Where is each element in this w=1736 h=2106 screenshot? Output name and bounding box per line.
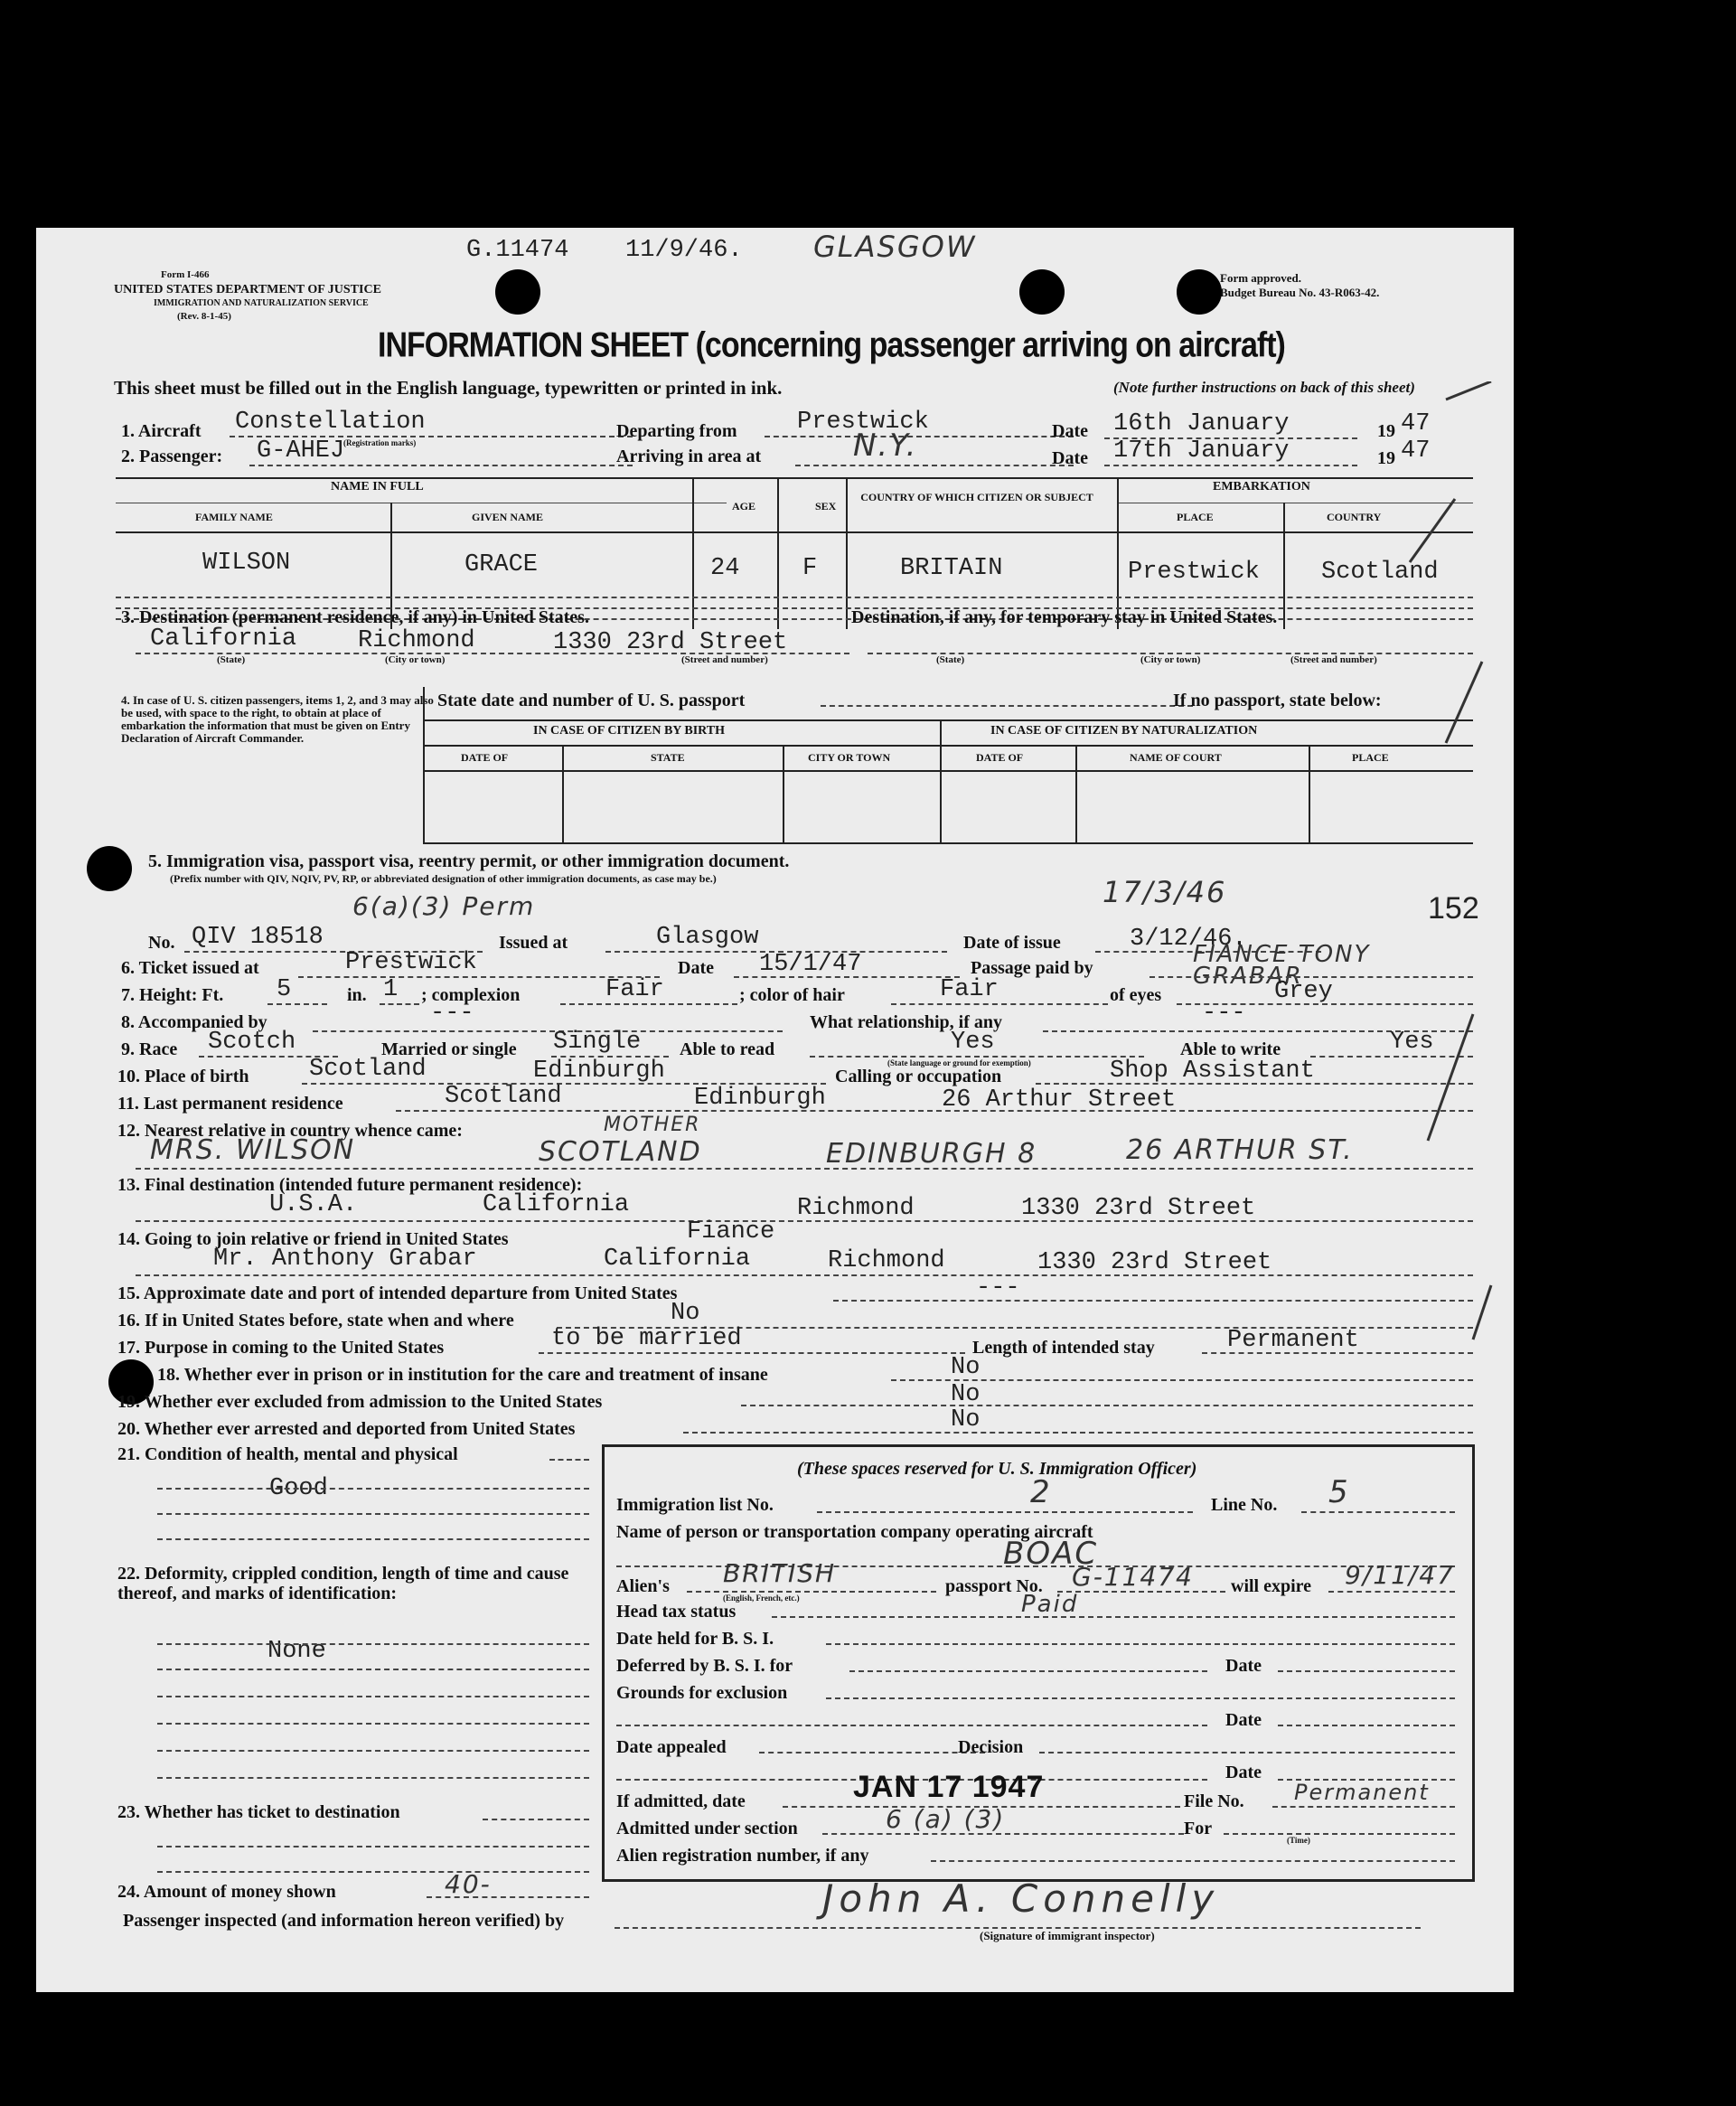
information-sheet — [36, 228, 1514, 1992]
last-residence-label: 11. Last permanent residence — [117, 1094, 343, 1114]
head-tax-value: Paid — [1021, 1591, 1079, 1618]
sub-city: (City or town) — [385, 654, 446, 665]
col-birth-state: STATE — [651, 751, 685, 764]
col-birth-city: CITY OR TOWN — [808, 751, 891, 764]
race-label: 9. Race — [121, 1039, 178, 1059]
birth-country-value: Scotland — [309, 1056, 427, 1083]
citizenship-value: BRITAIN — [900, 555, 1003, 582]
expire-value: 9/11/47 — [1345, 1560, 1455, 1590]
expire-label: will expire — [1231, 1576, 1312, 1596]
city-note: GLASGOW — [813, 230, 977, 264]
form-approved: Form approved. — [1220, 271, 1302, 285]
date-label: Date — [1225, 1763, 1262, 1782]
read-label: Able to read — [680, 1039, 775, 1059]
final-state-value: California — [483, 1191, 630, 1218]
col-family-name: FAMILY NAME — [195, 511, 273, 523]
name-in-full-header: NAME IN FULL — [331, 480, 424, 494]
embark-country-value: Scotland — [1321, 559, 1439, 586]
final-destination-label: 13. Final destination (intended future permanent residence): — [117, 1175, 583, 1195]
col-citizenship: COUNTRY OF WHICH CITIZEN OR SUBJECT — [860, 491, 1093, 503]
money-label: 24. Amount of money shown — [117, 1882, 336, 1902]
section-label: Admitted under section — [616, 1819, 798, 1838]
bsi-label: Date held for B. S. I. — [616, 1629, 774, 1649]
ticket-destination-label: 23. Whether has ticket to destination — [117, 1802, 400, 1822]
alien-sub: (English, French, etc.) — [723, 1594, 800, 1603]
height-in-label: in. — [347, 985, 367, 1005]
final-street-value: 1330 23rd Street — [1021, 1195, 1256, 1222]
relative-country-value: SCOTLAND — [539, 1136, 702, 1168]
passenger-label: 2. Passenger: — [121, 447, 223, 466]
write-label: Able to write — [1180, 1039, 1281, 1059]
passport-no-value: G-11474 — [1072, 1562, 1194, 1592]
issued-at-value: Glasgow — [656, 924, 759, 951]
citizen-note: 4. In case of U. S. citizen passengers, items 1, 2, and 3 may also be used, with space to the right, to obtain at place of embarkation the information that must be given on Entry Declaration of Aircraft Commander. — [121, 693, 434, 745]
form-no: Form I-466 — [161, 269, 210, 280]
year-prefix: 19 — [1377, 448, 1395, 468]
registration-note: (Registration marks) — [343, 438, 417, 447]
col-country: COUNTRY — [1327, 511, 1382, 523]
service: IMMIGRATION AND NATURALIZATION SERVICE — [154, 298, 369, 308]
visa-date-note: 17/3/46 — [1103, 875, 1227, 909]
join-city-value: Richmond — [828, 1247, 945, 1274]
col-sex: SEX — [815, 500, 837, 512]
embarkation-header: EMBARKATION — [1213, 480, 1310, 494]
relative-relation-value: MOTHER — [604, 1114, 701, 1136]
hair-value: Fair — [940, 976, 999, 1003]
punch-hole — [495, 269, 540, 315]
sub-state: (State) — [217, 654, 246, 665]
inspected-label: Passenger inspected (and information hereon verified) by — [123, 1911, 565, 1931]
col-birth-date: DATE OF — [461, 751, 509, 764]
read-sub: (State language or ground for exemption) — [887, 1058, 1031, 1067]
purpose-value: to be married — [551, 1325, 742, 1352]
occupation-label: Calling or occupation — [835, 1067, 1002, 1086]
ticket-date-label: Date — [678, 958, 714, 978]
join-street-value: 1330 23rd Street — [1037, 1249, 1272, 1276]
excluded-value: No — [951, 1381, 981, 1408]
col-nat-place: PLACE — [1352, 751, 1389, 764]
departing-value: Prestwick — [797, 409, 929, 436]
list-no-label: Immigration list No. — [616, 1495, 774, 1515]
sub-state: (State) — [936, 654, 965, 665]
destination-state: California — [150, 625, 297, 653]
admitted-date-label: If admitted, date — [616, 1791, 746, 1811]
join-relation-value: Fiance — [687, 1218, 775, 1246]
year-prefix: 19 — [1377, 421, 1395, 441]
admission-stamp: JAN 17 1947 — [853, 1770, 1045, 1804]
accompanied-value: --- — [430, 1000, 474, 1027]
married-label: Married or single — [381, 1039, 517, 1059]
revision: (Rev. 8-1-45) — [177, 311, 231, 322]
health-value: Good — [269, 1475, 328, 1502]
before-label: 16. If in United States before, state when and where — [117, 1311, 514, 1330]
date-of-issue-label: Date of issue — [963, 933, 1061, 953]
complexion-label: ; complexion — [421, 985, 521, 1005]
arriving-value: N.Y. — [853, 428, 918, 464]
excluded-label: 19. Whether ever excluded from admission to the United States — [117, 1392, 603, 1412]
ticket-at-value: Prestwick — [345, 949, 477, 976]
sub-city: (City or town) — [1140, 654, 1201, 665]
departure-label: 15. Approximate date and port of intended departure from United States — [117, 1283, 678, 1303]
hair-label: ; color of hair — [739, 985, 845, 1005]
page-title: INFORMATION SHEET (concerning passenger arriving on aircraft) — [378, 325, 1285, 365]
date-label: Date — [1052, 448, 1088, 468]
money-value: 40- — [445, 1869, 492, 1899]
age-value: 24 — [710, 555, 740, 582]
join-state-value: California — [604, 1246, 751, 1273]
sub-street: (Street and number) — [1290, 654, 1377, 665]
visa-note: (Prefix number with QIV, NQIV, PV, RP, or abbreviated designation of other immigration documents, as case may be.) — [170, 872, 717, 885]
complexion-value: Fair — [605, 976, 664, 1003]
sub-street: (Street and number) — [681, 654, 768, 665]
page-number: 152 — [1428, 891, 1479, 926]
passage-paid-value: FIANCE TONY GRABAR — [1193, 941, 1371, 990]
instructions: This sheet must be filled out in the English language, typewritten or printed in ink. — [114, 377, 783, 399]
deformity-value: None — [267, 1638, 326, 1665]
temp-destination-label: Destination, if any, for temporary stay in United States. — [851, 607, 1278, 627]
write-value: Yes — [1390, 1029, 1434, 1056]
race-value: Scotch — [208, 1029, 296, 1056]
budget-bureau: Budget Bureau No. 43-R063-42. — [1220, 286, 1380, 299]
appealed-label: Date appealed — [616, 1737, 727, 1757]
date-of-issue-value: 3/12/46. — [1130, 926, 1247, 953]
naturalization-header: IN CASE OF CITIZEN BY NATURALIZATION — [990, 724, 1258, 738]
family-name-value: WILSON — [202, 550, 291, 577]
arriving-label: Arriving in area at — [616, 447, 762, 466]
col-nat-court: NAME OF COURT — [1130, 751, 1222, 764]
given-name-value: GRACE — [464, 551, 539, 578]
departing-label: Departing from — [616, 421, 737, 441]
col-place: PLACE — [1177, 511, 1214, 523]
destination-label: 3. Destination (permanent residence, if any) in United States. — [121, 607, 589, 627]
instructions-note: (Note further instructions on back of this sheet) — [1113, 379, 1415, 396]
line-no-value: 5 — [1328, 1474, 1350, 1510]
purpose-label: 17. Purpose in coming to the United States — [117, 1338, 445, 1358]
ticket-label: 6. Ticket issued at — [121, 958, 259, 978]
relationship-value: --- — [1202, 1000, 1246, 1027]
height-ft-value: 5 — [277, 976, 292, 1003]
arrive-year: 47 — [1401, 437, 1431, 465]
file-date: 11/9/46. — [625, 237, 743, 264]
read-value: Yes — [951, 1029, 995, 1056]
aircraft-label: 1. Aircraft — [121, 421, 202, 441]
destination-city: Richmond — [358, 627, 475, 654]
visa-label: 5. Immigration visa, passport visa, reentry permit, or other immigration document. — [148, 851, 790, 871]
date-label: Date — [1052, 421, 1088, 441]
company-value: BOAC — [1003, 1536, 1099, 1572]
relationship-label: What relationship, if any — [810, 1012, 1002, 1032]
married-value: Single — [553, 1029, 642, 1056]
list-no-value: 2 — [1030, 1474, 1052, 1510]
alien-nationality-value: BRITISH — [723, 1558, 837, 1588]
birth-place-label: 10. Place of birth — [117, 1067, 249, 1086]
depart-date: 16th January — [1113, 410, 1290, 437]
aircraft-value: Constellation — [235, 409, 426, 436]
join-label: 14. Going to join relative or friend in United States — [117, 1229, 509, 1249]
departure-value: --- — [976, 1274, 1020, 1302]
relative-name-value: MRS. WILSON — [150, 1134, 356, 1166]
signature-sub: (Signature of immigrant inspector) — [980, 1929, 1155, 1942]
col-given-name: GIVEN NAME — [472, 511, 544, 523]
file-no-label: File No. — [1184, 1791, 1244, 1811]
birth-header: IN CASE OF CITIZEN BY BIRTH — [533, 724, 726, 738]
col-nat-date: DATE OF — [976, 751, 1024, 764]
date-label: Date — [1225, 1656, 1262, 1676]
file-no-value: Permanent — [1294, 1780, 1430, 1805]
section-value: 6 (a) (3) — [886, 1804, 1006, 1834]
birth-city-value: Edinburgh — [533, 1058, 665, 1085]
for-sub: (Time) — [1287, 1836, 1310, 1845]
line-no-label: Line No. — [1211, 1495, 1278, 1515]
visa-no-label: No. — [148, 933, 175, 953]
alien-registration-label: Alien registration number, if any — [616, 1846, 869, 1866]
sex-value: F — [802, 555, 818, 582]
issued-at-label: Issued at — [499, 933, 568, 953]
punch-hole — [1177, 269, 1222, 315]
nearest-relative-label: 12. Nearest relative in country whence came: — [117, 1121, 463, 1141]
arrive-date: 17th January — [1113, 437, 1290, 465]
passage-paid-label: Passage paid by — [971, 958, 1093, 978]
visa-section-note: 6(a)(3) Perm — [352, 891, 536, 921]
file-ref: G.11474 — [466, 237, 569, 264]
punch-hole — [1019, 269, 1065, 315]
passport-label: State date and number of U. S. passport — [437, 691, 746, 710]
deported-value: No — [951, 1406, 981, 1434]
height-label: 7. Height: Ft. — [121, 985, 224, 1005]
last-city-value: Edinburgh — [694, 1085, 826, 1112]
registration-value: G-AHEJ — [257, 437, 345, 465]
head-tax-label: Head tax status — [616, 1602, 737, 1622]
deformity-label: 22. Deformity, crippled condition, length of time and cause thereof, and marks of identification: — [117, 1564, 569, 1603]
visa-number: QIV 18518 — [192, 924, 324, 951]
relative-street-value: 26 ARTHUR ST. — [1126, 1134, 1354, 1166]
passport-no-label: passport No. — [945, 1576, 1043, 1596]
company-label: Name of person or transportation company operating aircraft — [616, 1522, 1093, 1542]
officer-header: (These spaces reserved for U. S. Immigration Officer) — [797, 1459, 1197, 1479]
accompanied-label: 8. Accompanied by — [121, 1012, 267, 1032]
last-country-value: Scotland — [445, 1083, 562, 1110]
deported-label: 20. Whether ever arrested and deported from United States — [117, 1419, 576, 1439]
decision-label: Decision — [958, 1737, 1024, 1757]
stay-label: Length of intended stay — [972, 1338, 1155, 1358]
deferred-label: Deferred by B. S. I. for — [616, 1656, 793, 1676]
inspector-signature: John A. Connelly — [822, 1876, 1220, 1921]
department: UNITED STATES DEPARTMENT OF JUSTICE — [114, 283, 381, 296]
before-value: No — [671, 1300, 700, 1327]
destination-street: 1330 23rd Street — [553, 629, 788, 656]
occupation-value: Shop Assistant — [1110, 1058, 1315, 1085]
prison-label: 18. Whether ever in prison or in institution for the care and treatment of insane — [157, 1365, 768, 1385]
final-country-value: U.S.A. — [269, 1191, 358, 1218]
health-label: 21. Condition of health, mental and physical — [117, 1444, 458, 1464]
alien-label: Alien's — [616, 1576, 670, 1596]
prison-value: No — [951, 1354, 981, 1381]
no-passport-label: If no passport, state below: — [1173, 691, 1382, 710]
eyes-value: Grey — [1274, 978, 1333, 1005]
stay-value: Permanent — [1227, 1327, 1359, 1354]
margin-check-marks — [1392, 381, 1500, 1448]
join-name-value: Mr. Anthony Grabar — [213, 1246, 477, 1273]
ticket-date-value: 15/1/47 — [759, 951, 862, 978]
date-label: Date — [1225, 1710, 1262, 1730]
grounds-label: Grounds for exclusion — [616, 1683, 788, 1703]
relative-city-value: EDINBURGH 8 — [826, 1138, 1037, 1170]
depart-year: 47 — [1401, 410, 1431, 437]
col-age: AGE — [732, 500, 756, 512]
punch-hole — [87, 846, 132, 891]
final-city-value: Richmond — [797, 1195, 915, 1222]
for-label: For — [1184, 1819, 1213, 1838]
last-street-value: 26 Arthur Street — [942, 1086, 1177, 1114]
eyes-label: of eyes — [1110, 985, 1162, 1005]
embark-place-value: Prestwick — [1128, 559, 1260, 586]
height-in-value: 1 — [383, 976, 399, 1003]
